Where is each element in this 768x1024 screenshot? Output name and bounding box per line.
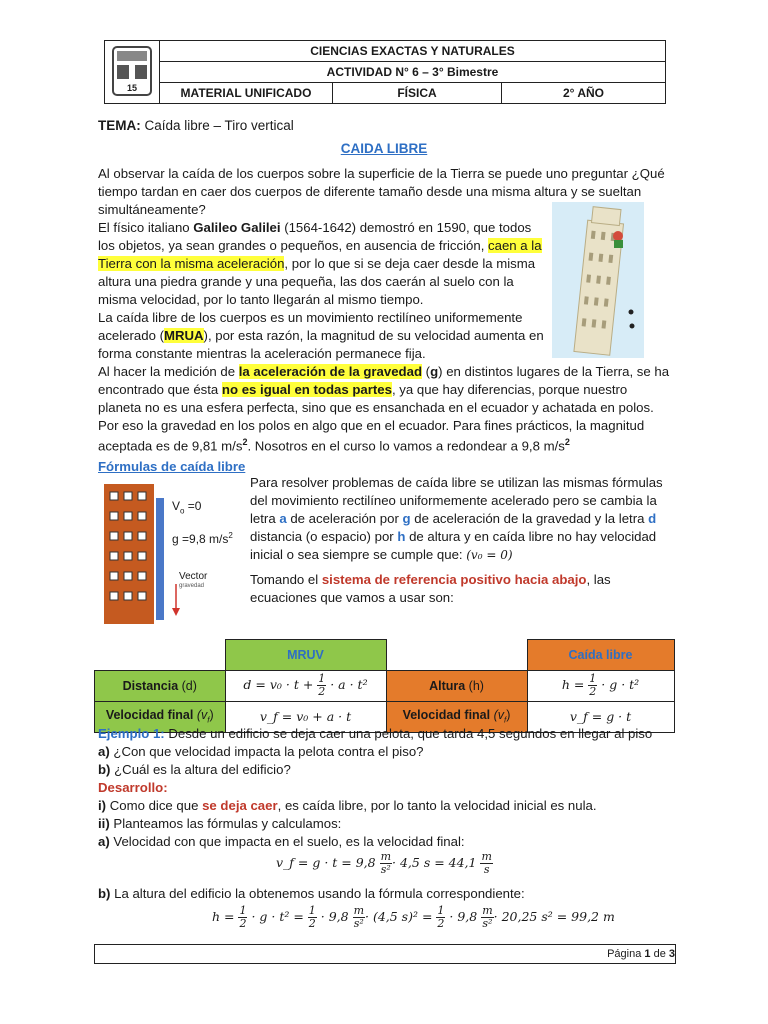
text: aceptada es de 9,81 m/s [98,438,243,454]
fraction [353,905,365,930]
section-title: CAIDA LIBRE [340,141,428,156]
ft-line7: ecuaciones que vamos a usar son: [250,590,454,605]
school-logo [105,41,160,104]
g-symbol: g [402,511,411,526]
num: m [482,904,493,917]
gravity-line1 [98,363,669,381]
header-table [104,40,666,104]
den: s² [380,863,391,876]
fraction [588,673,597,698]
text: · 9,8 [445,909,482,924]
ft-line3 [250,510,656,528]
text: h = [561,677,589,692]
text: de aceleración por [286,511,403,526]
text: · 20,25 s² = 99,2 m [493,909,615,924]
text: Velocidad final [402,708,491,723]
example-line [98,725,652,743]
text: · g · t² [597,677,640,692]
galileo-line6: La caída libre de los cuerpos es un movimiento rectilíneo uniformemente [98,310,523,325]
text: h = [212,909,239,924]
galileo-name: Galileo Galilei [193,220,281,235]
page-number: 1 [644,948,651,960]
text: d = v₀ · t + [243,677,318,692]
distancia-cell [95,670,226,701]
den: 2 [308,917,316,930]
formula-d [225,670,386,701]
empty-cell [386,640,527,671]
text: (v [490,708,504,723]
text: de [650,948,669,960]
sup: 2 [564,437,570,447]
text: Distancia [122,678,179,693]
mrua-highlight: MRUA [163,328,204,343]
text: letra [250,511,280,526]
text: · 4,5 s = 44,1 [392,855,481,870]
text: , por lo que si se deja caer desde la misma [284,256,536,271]
p1-line1: Al observar la caída de los cuerpos sobre la superficie de la Tierra se puede uno preguntar ¿Qué [98,166,665,181]
galileo-line5: misma velocidad, por lo tanto llegarán al mismo tiempo. [98,292,424,307]
text: inicial o sea siempre se cumple que: [250,547,467,562]
label: a) [98,834,110,849]
formula-vf: v_f = v₀ + a · t [225,701,386,732]
sup: 2 [228,531,233,540]
pisa-tower-illustration [552,202,644,358]
p1-line2: tiempo tardan en caer dos cuerpos de diferente tamaño desde una misma altura y se sueltan [98,184,642,199]
sub: o [180,506,185,516]
text: Tomando el [250,572,322,587]
fraction [380,851,392,876]
equation-h [212,905,615,930]
text: g =9,8 m/s [172,532,229,546]
text: Página [607,948,645,960]
den: 2 [437,917,445,930]
num: 1 [308,904,316,917]
text: . Nosotros en el curso lo vamos a redondear a 9,8 m/s [247,438,565,454]
empty-cell [95,640,226,671]
galileo-line7 [98,327,544,345]
ft-line1: Para resolver problemas de caída libre se utilizan las mismas fórmulas [250,475,663,490]
text: v_f = g · t = 9,8 [276,855,380,870]
highlight: no es igual en todas partes [221,382,392,397]
num: 1 [318,672,326,685]
text: acelerado ( [98,328,164,343]
text: , es caída libre, por lo tanto la velocidad inicial es nula. [277,798,597,813]
text: ¿Con que velocidad impacta la pelota contra el piso? [109,744,424,759]
gravity-line2 [98,381,627,399]
text: encontrado que ésta [98,382,222,397]
text: El físico italiano [98,220,194,235]
desarrollo: Desarrollo: [98,780,168,795]
den: 2 [589,685,597,698]
gravity-line5 [98,433,570,455]
vector-label2: gravedad [179,583,205,589]
text: ¿Cuál es la altura del edificio? [110,762,291,777]
v0-label [172,499,201,515]
header-material: MATERIAL UNIFICADO [160,83,333,104]
text: Velocidad final [105,708,194,723]
text: los objetos, ya sean grandes o pequeños, en ausencia de fricción, [98,238,489,253]
ft-line5 [250,546,513,564]
text: ( [422,364,431,379]
caida-header: Caída libre [527,640,674,671]
den: 2 [239,917,247,930]
step-i [98,797,597,815]
building-illustration [98,480,248,626]
p1-line3: simultáneamente? [98,202,206,217]
fraction [481,905,493,930]
formula-vf2: v_f = g · t [527,701,674,732]
galileo-line2 [98,237,542,255]
g-label [172,531,233,546]
sub: f [207,715,210,725]
gravity-line3: planeta no es una esfera perfecta, sino que es ensanchada en el ecuador y achatada en polos. [98,400,654,415]
text: (v [193,708,208,723]
h-symbol: h [397,529,406,544]
ft-line4 [250,528,656,546]
text: de altura y en caída libre no hay velocidad [405,529,657,544]
example-a [98,743,424,761]
step-a2 [98,833,465,851]
fraction [317,673,326,698]
text: =0 [184,499,202,513]
text: Altura [429,678,466,693]
text: Desde un edificio se deja caer una pelota, que tarda 4,5 segundos en llegar al piso [164,726,653,741]
ft-line2: del movimiento rectilíneo uniformemente acelerado pero se cambia la [250,493,657,508]
school-logo-icon [109,43,155,99]
d-symbol: d [648,511,657,526]
label: ii) [98,816,110,831]
highlight: caen a la [488,238,542,253]
sup: 2 [242,437,248,447]
tema-text: Caída libre – Tiro vertical [140,118,294,133]
highlight: Tierra con la misma aceleración [98,256,285,271]
text: (d) [178,678,197,693]
text: Al hacer la medición de [98,364,239,379]
text: Como dice que [106,798,203,813]
text: La altura del edificio la obtenemos usando la fórmula correspondiente: [110,886,525,901]
equation-vf [276,851,493,876]
red-text: se deja caer [202,798,278,813]
formula-h [527,670,674,701]
mruv-header: MRUV [225,640,386,671]
text: · g · t² = [247,909,308,924]
example-b [98,761,291,779]
galileo-line8: forma constante mientras la aceleración permanece fija. [98,346,426,361]
text: ) [209,708,214,723]
tema-line [98,117,294,135]
g-symbol: g [430,364,439,379]
galileo-line3 [98,255,535,273]
desarrollo-label [98,779,168,797]
text: · 9,8 [316,909,353,924]
text: ), por esta razón, la magnitud de su velocidad aumenta en [203,328,544,343]
label: a) [98,744,110,759]
a-symbol: a [279,511,287,526]
num: 1 [437,904,445,917]
num: m [353,904,364,917]
den: 2 [318,685,326,698]
text: , ya que hay diferencias, porque nuestro [391,382,628,397]
logo-number: 15 [126,82,138,93]
page-footer [94,944,676,964]
num: 1 [239,904,247,917]
gravity-line4: Por eso la gravedad en los polos en algo que en el ecuador. Para fines prácticos, la magnitud [98,418,645,433]
text: de aceleración de la gravedad y la letra [410,511,649,526]
tema-label: TEMA: [98,118,141,133]
den: s [483,863,490,876]
step-b2 [98,885,525,903]
label: b) [98,762,111,777]
formula-table [94,639,675,733]
text: (1564-1642) demostró en 1590, que todos [280,220,532,235]
num: 1 [589,672,597,685]
label: i) [98,798,107,813]
num: m [380,850,392,863]
text: (h) [465,678,484,693]
header-subject: FÍSICA [333,83,502,104]
text: ) [506,708,511,723]
text: distancia (o espacio) por [250,529,398,544]
section-title-wrap [0,141,768,156]
vector-label: Vector [179,571,208,582]
formulas-title: Fórmulas de caída libre [98,459,246,474]
step-ii [98,815,341,833]
num: m [481,850,492,863]
den: s² [353,917,364,930]
fraction [308,905,317,930]
text: , las [586,572,611,587]
text: · a · t² [326,677,368,692]
highlight: la aceleración de la gravedad [238,364,423,379]
fraction [480,851,492,876]
text: · (4,5 s)² = [365,909,437,924]
galileo-line1 [98,219,531,237]
header-row2: ACTIVIDAD N° 6 – 3° Bimestre [160,62,666,83]
text: ) en distintos lugares de la Tierra, se ha [438,364,670,379]
v0-eq: (v₀ = 0) [466,548,513,562]
galileo-line4: altura una piedra grande y una pequeña, las dos caerán al suelo con la [98,274,514,289]
page-total: 3 [668,948,675,960]
header-year: 2° AÑO [502,83,666,104]
sub: f [504,715,507,725]
example-label: Ejemplo 1: [98,726,165,741]
text: V [172,499,181,513]
den: s² [482,917,493,930]
text: Planteamos las fórmulas y calculamos: [109,816,342,831]
reference-text: sistema de referencia positivo hacia abajo [321,572,587,587]
text: Velocidad con que impacta en el suelo, es la velocidad final: [109,834,465,849]
altura-cell [386,670,527,701]
label: b) [98,886,111,901]
header-row1: CIENCIAS EXACTAS Y NATURALES [160,41,666,62]
ft-line6 [250,571,611,589]
